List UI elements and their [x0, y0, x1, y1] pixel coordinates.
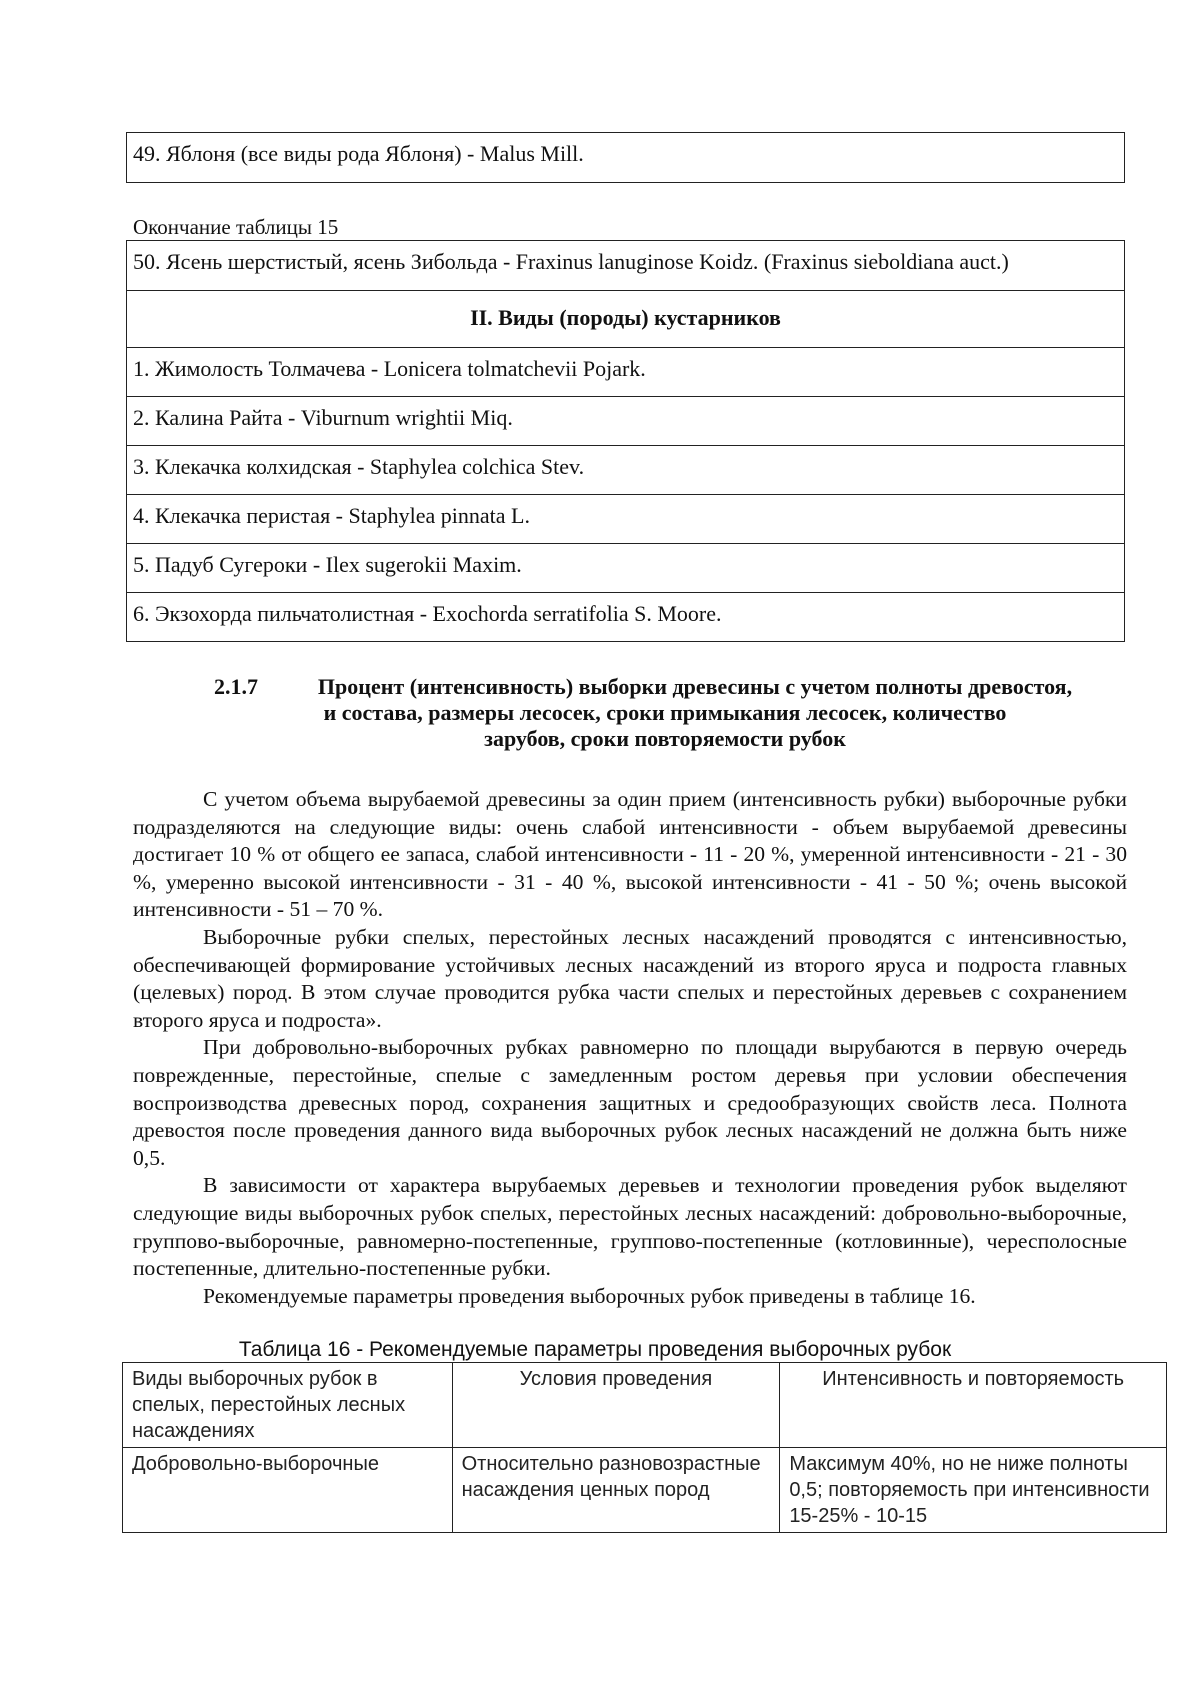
table16-cell: Максимум 40%, но не ниже полноты 0,5; повторяемость при интенсивности 15-25% - 10-15	[780, 1448, 1167, 1533]
table15-shrub-row: 6. Экзохорда пильчатолистная - Exochorda serratifolia S. Moore.	[127, 592, 1124, 641]
table15-row-50: 50. Ясень шерстистый, ясень Зибольда - Fraxinus lanuginose Koidz. (Fraxinus sieboldiana auct.)	[133, 249, 1009, 274]
paragraph: С учетом объема вырубаемой древесины за один прием (интенсивность рубки) выборочные рубки подразделяются на следующие виды: очень слабой интенсивности - объем вырубаемой древесины достигает 10 % от общего ее запаса, слабой интенсивности - 11 - 20 %, умеренной интенсивности - 21 - 30 %, умеренно высокой интенсивности - 31 - 40 %, высокой интенсивности - 41 - 50 %; очень высокой интенсивности - 51 – 70 %.	[133, 787, 1127, 922]
section-number: 2.1.7	[214, 674, 258, 699]
table15-shrub-row: 2. Калина Райта - Viburnum wrightii Miq.	[127, 396, 1124, 445]
table15-shrub-row: 3. Клекачка колхидская - Staphylea colchica Stev.	[127, 445, 1124, 494]
section-heading	[200, 674, 1130, 752]
table16-row	[123, 1448, 1167, 1533]
table15-continuation	[126, 240, 1125, 642]
section-title-line: зарубов, сроки повторяемости рубок	[484, 726, 846, 751]
table16-header-cell: Виды выборочных рубок в спелых, перестойных лесных насаждениях	[123, 1363, 453, 1448]
table15-shrub-row: 5. Падуб Сугероки - Ilex sugerokii Maxim.	[127, 543, 1124, 592]
table16-header-cell: Условия проведения	[452, 1363, 780, 1448]
paragraph: В зависимости от характера вырубаемых деревьев и технологии проведения рубок выделяют следующие виды выборочных рубок спелых, перестойных лесных насаждений: добровольно-выборочные, группово-выборочные, равномерно-постепенные, группово-постепенные (котловинные), чересполосные постепенные, длительно-постепенные рубки.	[133, 1173, 1127, 1281]
table16-header-cell: Интенсивность и повторяемость	[780, 1363, 1167, 1448]
paragraph: Выборочные рубки спелых, перестойных лесных насаждений проводятся с интенсивностью, обеспечивающей формирование устойчивых лесных насаждений из второго яруса и подроста главных (целевых) пород. В этом случае проводится рубка части спелых и перестойных деревьев с сохранением второго яруса и подроста».	[133, 924, 1127, 1032]
body-text	[133, 786, 1127, 1310]
table16	[122, 1362, 1167, 1533]
table15-shrub-row: 1. Жимолость Толмачева - Lonicera tolmatchevii Pojark.	[127, 347, 1124, 396]
table15-shrub-row: 4. Клекачка перистая - Staphylea pinnata L.	[127, 494, 1124, 543]
table15-section-header: II. Виды (породы) кустарников	[127, 290, 1124, 347]
table16-cell: Относительно разновозрастные насаждения ценных пород	[452, 1448, 780, 1533]
table16-cell: Добровольно-выборочные	[123, 1448, 453, 1533]
table15-continuation-caption: Окончание таблицы 15	[133, 215, 339, 239]
table16-caption: Таблица 16 - Рекомендуемые параметры проведения выборочных рубок	[238, 1338, 952, 1361]
table15-top	[126, 132, 1125, 183]
section-title-line: Процент (интенсивность) выборки древесины с учетом полноты древостоя,	[317, 674, 1073, 699]
table16-header-row	[123, 1363, 1167, 1448]
paragraph: При добровольно-выборочных рубках равномерно по площади вырубаются в первую очередь поврежденные, перестойные, спелые с замедленным ростом деревья при условии обеспечения воспроизводства древесных пород, сохранения защитных и средообразующих свойств леса. Полнота древостоя после проведения данного вида выборочных рубок лесных насаждений не должна быть ниже 0,5.	[133, 1035, 1127, 1170]
table15-row-49: 49. Яблоня (все виды рода Яблоня) - Malus Mill.	[133, 141, 584, 166]
section-title-line: и состава, размеры лесосек, сроки примыкания лесосек, количество	[323, 700, 1007, 725]
paragraph: Рекомендуемые параметры проведения выборочных рубок приведены в таблице 16.	[203, 1283, 976, 1308]
